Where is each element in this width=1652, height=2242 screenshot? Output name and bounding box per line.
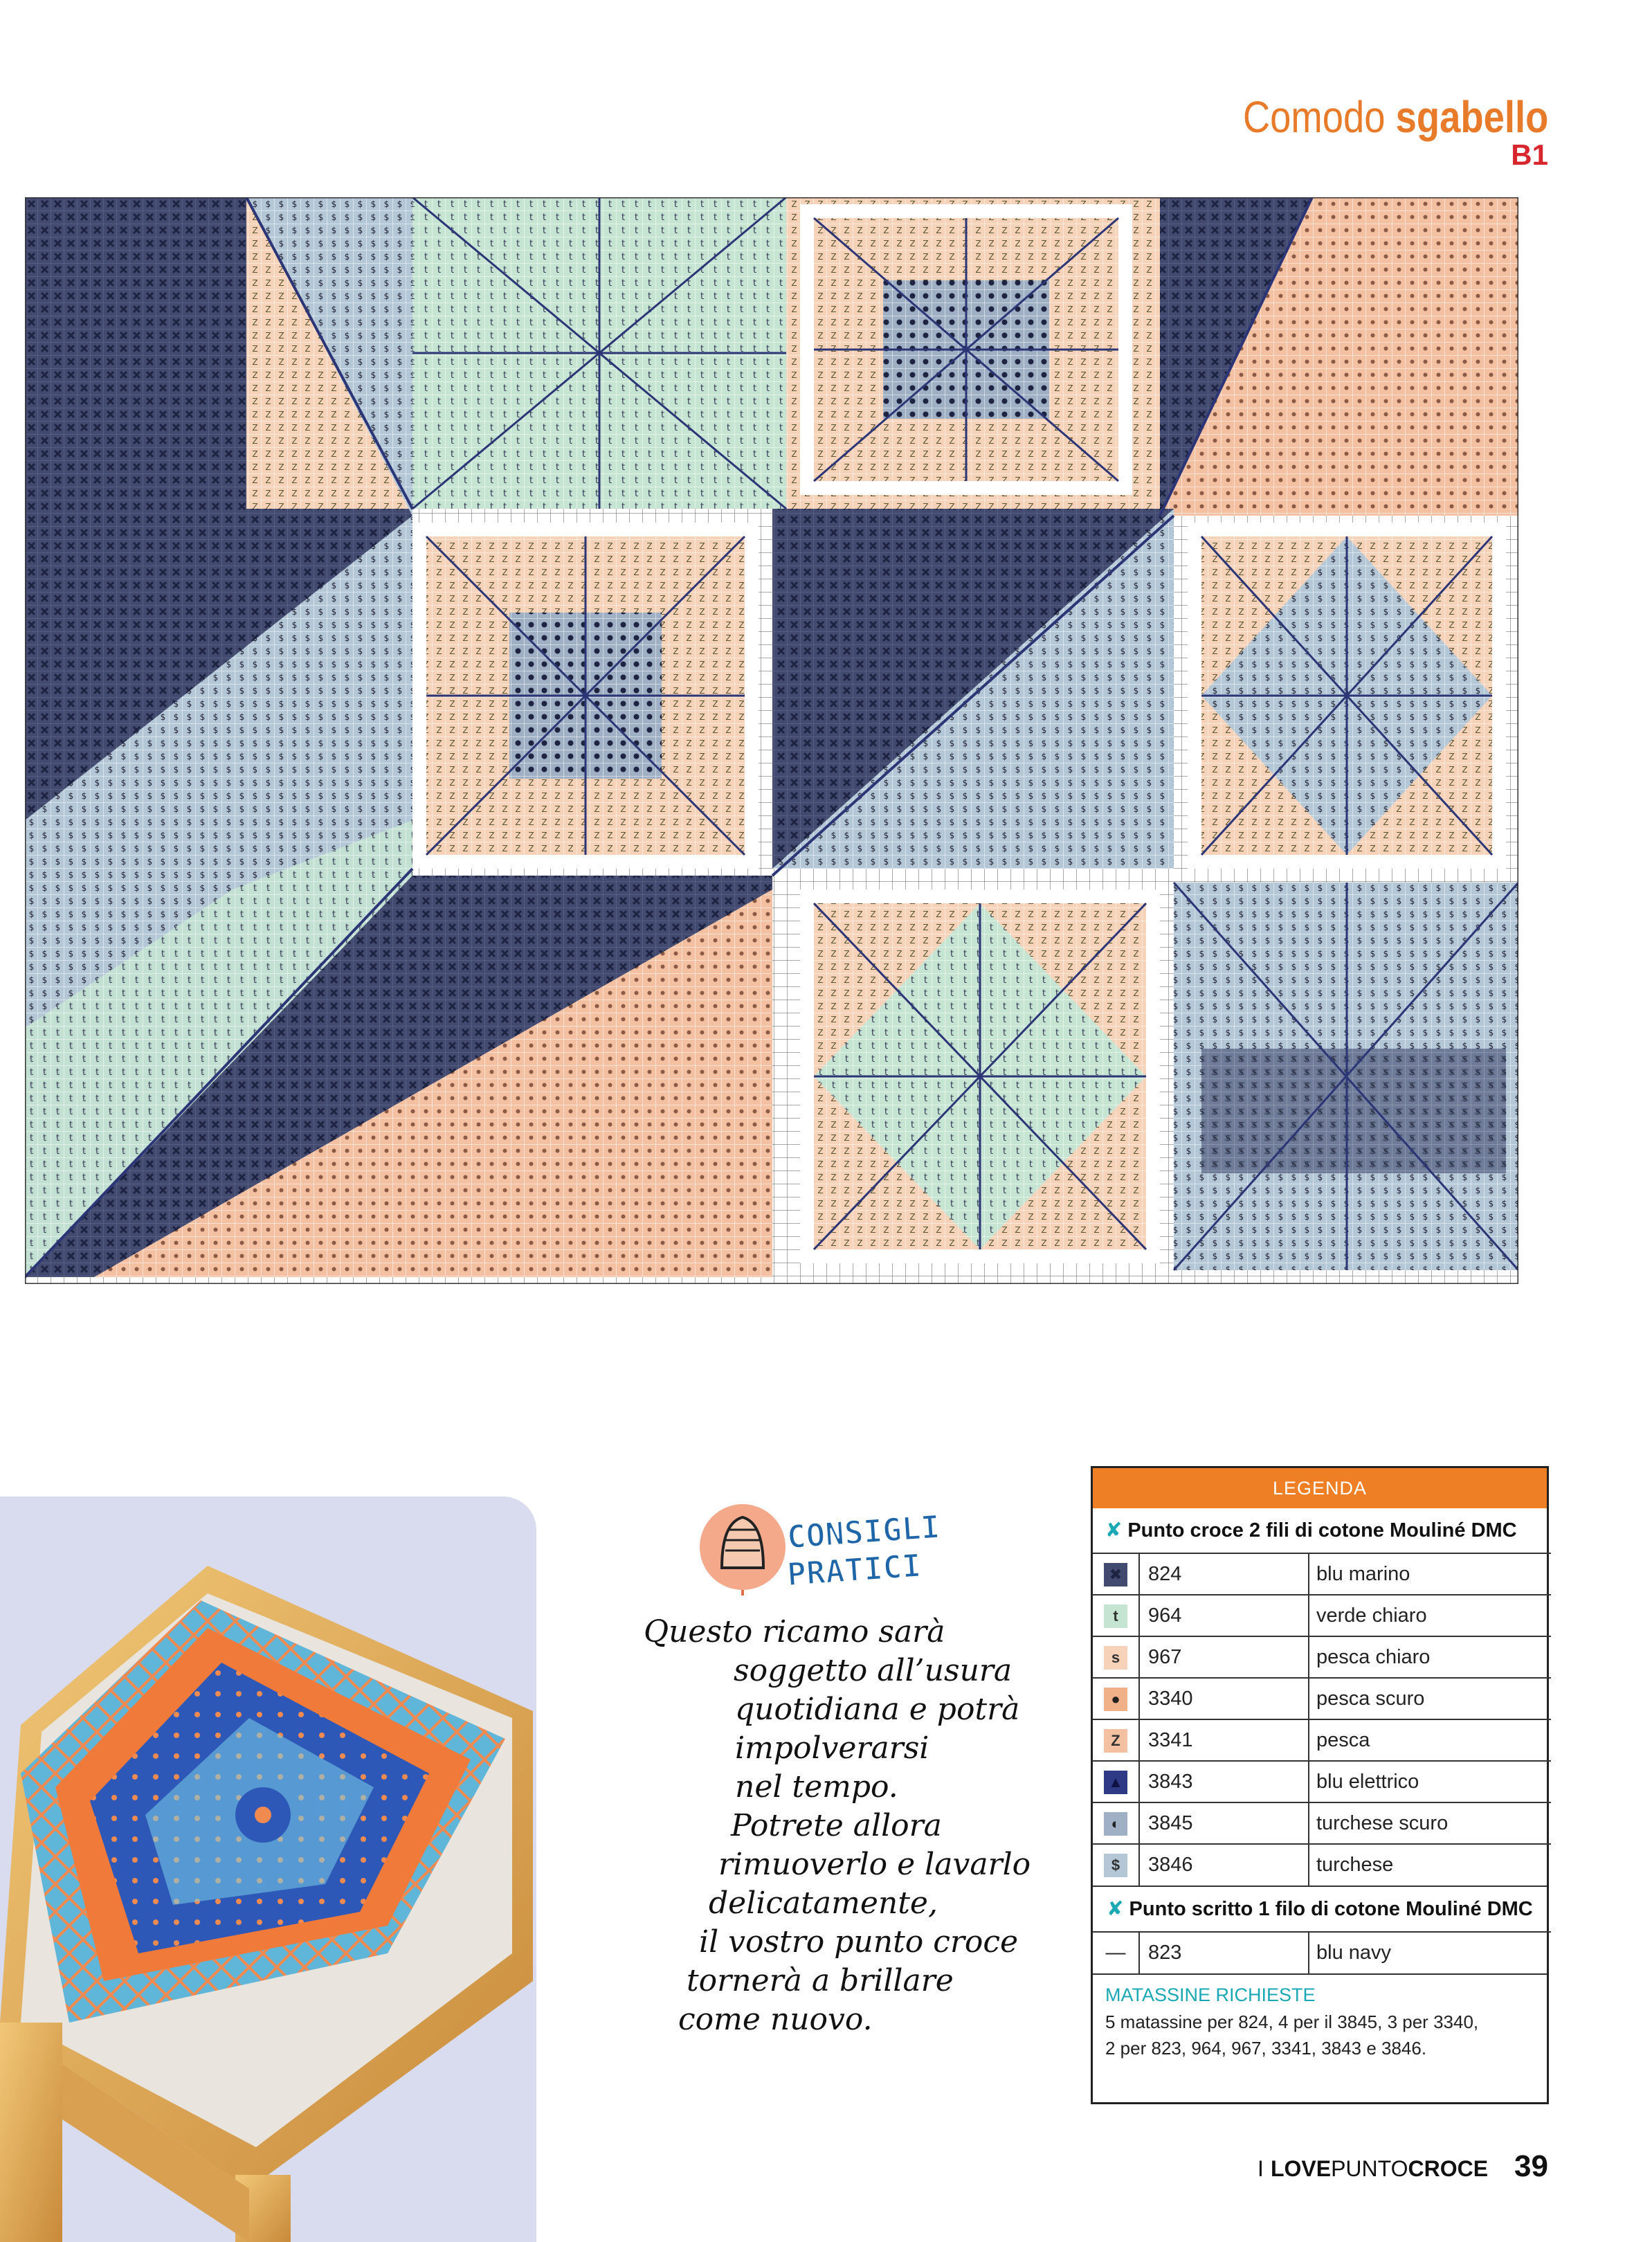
footer-prefix: I bbox=[1258, 2156, 1264, 2181]
legend-swatch-icon: ✖ bbox=[1104, 1563, 1127, 1586]
backstitch-subtitle bbox=[1093, 1886, 1547, 1931]
legend-symbol-cell bbox=[1093, 1761, 1139, 1802]
tips-line: rimuoverlo e lavarlo bbox=[718, 1847, 1031, 1882]
thread-code: 967 bbox=[1139, 1636, 1309, 1678]
legend-box bbox=[1091, 1466, 1549, 2104]
legend-symbol-cell bbox=[1093, 1636, 1139, 1678]
footer-punto: PUNTO bbox=[1331, 2156, 1408, 2181]
photo-panel bbox=[0, 1497, 536, 2242]
thread-name: pesca bbox=[1309, 1719, 1551, 1761]
thread-name: pesca scuro bbox=[1309, 1678, 1551, 1719]
cross-stitch-subtitle bbox=[1093, 1508, 1547, 1553]
legend-symbol-cell bbox=[1093, 1595, 1139, 1636]
legend-symbol-cell bbox=[1093, 1844, 1139, 1886]
matassine-line: 2 per 823, 964, 967, 3341, 3843 e 3846. bbox=[1105, 2038, 1427, 2059]
cross-stitch-title: Punto croce 2 fili di cotone Mouliné DMC bbox=[1127, 1519, 1517, 1542]
footer-croce: CROCE bbox=[1408, 2156, 1489, 2181]
tips-line: Questo ricamo sarà bbox=[644, 1614, 945, 1649]
legend-row bbox=[1093, 1802, 1551, 1844]
cross-mark-icon: ✘ bbox=[1107, 1898, 1124, 1920]
matassine-text bbox=[1093, 2009, 1547, 2061]
backstitch-title: Punto scritto 1 filo di cotone Mouliné DMC bbox=[1129, 1898, 1533, 1920]
legend-swatch-icon: ◐ bbox=[1104, 1812, 1127, 1836]
thread-name: blu navy bbox=[1309, 1932, 1551, 1973]
title-bold: sgabello bbox=[1395, 92, 1548, 142]
thread-code: 3846 bbox=[1139, 1844, 1309, 1886]
legend-swatch-icon: t bbox=[1104, 1604, 1127, 1628]
legend-row bbox=[1093, 1678, 1551, 1719]
quilt-square-top-right bbox=[800, 204, 1132, 495]
thread-code: 3845 bbox=[1139, 1802, 1309, 1844]
thread-code: 823 bbox=[1139, 1932, 1309, 1973]
thread-name: turchese scuro bbox=[1309, 1802, 1551, 1844]
thread-name: blu elettrico bbox=[1309, 1761, 1551, 1802]
thread-name: blu marino bbox=[1309, 1553, 1551, 1595]
legend-swatch-icon: s bbox=[1104, 1646, 1127, 1670]
matassine-title: MATASSINE RICHIESTE bbox=[1093, 1973, 1547, 2009]
page-title bbox=[1243, 91, 1548, 143]
section-code: B1 bbox=[1511, 138, 1548, 171]
tips-text bbox=[644, 1613, 1031, 2039]
tips-title-line1: CONSIGLI bbox=[786, 1508, 941, 1556]
thread-code: 3843 bbox=[1139, 1761, 1309, 1802]
tips-line: soggetto all’usura bbox=[734, 1653, 1013, 1688]
cross-mark-icon: ✘ bbox=[1105, 1519, 1123, 1542]
tips-line: delicatamente, bbox=[709, 1886, 938, 1921]
tips-line: nel tempo. bbox=[735, 1769, 898, 1805]
footer bbox=[1258, 2149, 1548, 2184]
quilt-square-bottom-center bbox=[800, 889, 1160, 1263]
page-number: 39 bbox=[1514, 2149, 1548, 2183]
quilt-square-mid-left bbox=[412, 523, 759, 869]
cross-stitch-table bbox=[1093, 1553, 1551, 1886]
tips-line: il vostro punto croce bbox=[699, 1924, 1019, 1960]
title-light: Comodo bbox=[1242, 92, 1386, 142]
matassine-line: 5 matassine per 824, 4 per il 3845, 3 per 3340, bbox=[1105, 2012, 1479, 2032]
legend-symbol-cell bbox=[1093, 1678, 1139, 1719]
legend-row bbox=[1093, 1844, 1551, 1886]
legend-row bbox=[1093, 1761, 1551, 1802]
tips-title-line2: PRATICI bbox=[786, 1546, 923, 1593]
legend-symbol-cell bbox=[1093, 1553, 1139, 1595]
backstitch-line-icon: — bbox=[1093, 1932, 1139, 1973]
legend-row bbox=[1093, 1553, 1551, 1595]
legend-swatch-icon: ● bbox=[1104, 1688, 1127, 1711]
tips-line: quotidiana e potrà bbox=[735, 1692, 1020, 1727]
thread-name: turchese bbox=[1309, 1844, 1551, 1886]
legend-symbol-cell bbox=[1093, 1802, 1139, 1844]
thread-code: 824 bbox=[1139, 1553, 1309, 1595]
legend-swatch-icon: Z bbox=[1104, 1729, 1127, 1753]
tips-line: impolverarsi bbox=[735, 1730, 929, 1766]
quilt-square-top-center bbox=[412, 197, 786, 509]
tips-line: tornerà a brillare bbox=[687, 1963, 954, 1998]
thread-code: 3340 bbox=[1139, 1678, 1309, 1719]
legend-symbol-cell bbox=[1093, 1719, 1139, 1761]
thread-name: verde chiaro bbox=[1309, 1595, 1551, 1636]
legend-row bbox=[1093, 1932, 1551, 1973]
thread-code: 3341 bbox=[1139, 1719, 1309, 1761]
thread-code: 964 bbox=[1139, 1595, 1309, 1636]
legend-row bbox=[1093, 1719, 1551, 1761]
footer-love: LOVE bbox=[1270, 2156, 1332, 2181]
quilt-square-bottom-right bbox=[1174, 883, 1518, 1270]
thread-name: pesca chiaro bbox=[1309, 1636, 1551, 1678]
tips-line: Potrete allora bbox=[731, 1808, 942, 1843]
tips-line: come nuovo. bbox=[678, 2002, 873, 2037]
quilt-square-mid-right bbox=[1188, 523, 1506, 869]
legend-row bbox=[1093, 1636, 1551, 1678]
cross-stitch-chart bbox=[25, 197, 1518, 1284]
legend-swatch-icon: ▲ bbox=[1104, 1771, 1127, 1794]
legend-title: LEGENDA bbox=[1093, 1468, 1547, 1508]
backstitch-table bbox=[1093, 1931, 1551, 1973]
tips-title-badge bbox=[694, 1502, 985, 1595]
legend-swatch-icon: $ bbox=[1104, 1854, 1127, 1877]
legend-row bbox=[1093, 1595, 1551, 1636]
stool-photo bbox=[0, 1497, 536, 2242]
